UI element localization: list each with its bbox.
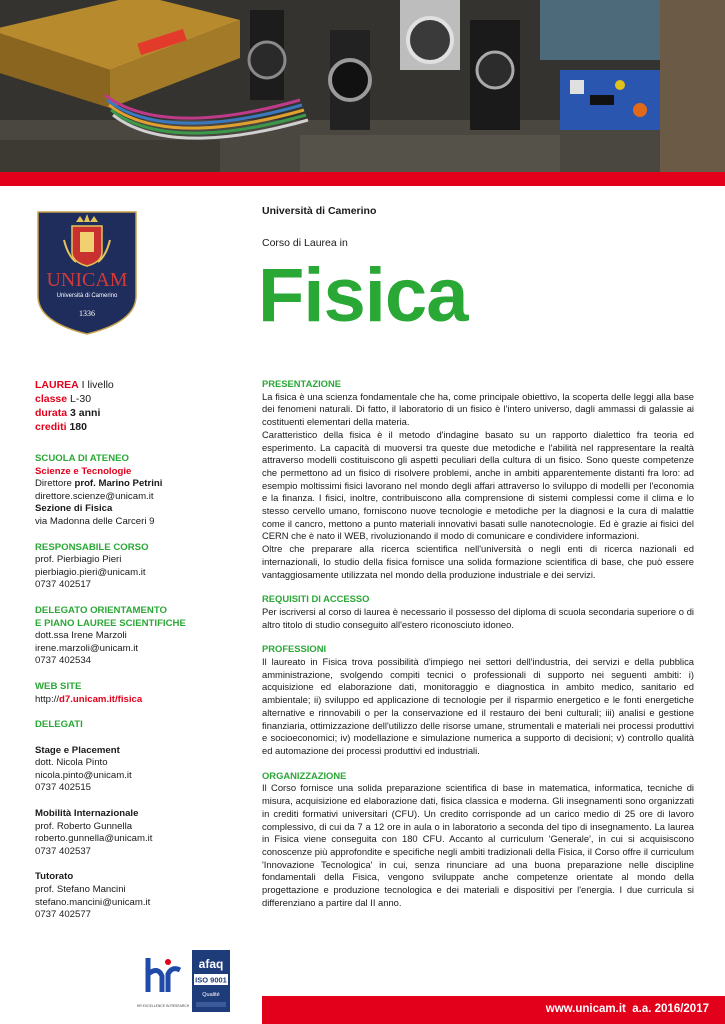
scuola-section: Sezione di Fisica	[35, 503, 113, 515]
requisiti-heading: REQUISITI DI ACCESSO	[262, 593, 370, 605]
delegato-name: dott. Nicola Pinto	[35, 757, 108, 769]
university-name: Università di Camerino	[262, 205, 377, 217]
delegato-role: Tutorato	[35, 871, 74, 883]
delegato-orientamento-heading-1: DELEGATO ORIENTAMENTO	[35, 604, 168, 616]
delegato-orientamento-name: dott.ssa Irene Marzoli	[35, 630, 127, 642]
crest-subtitle: Università di Camerino	[56, 293, 118, 299]
header-red-bar	[0, 172, 725, 186]
presentazione-paragraph: Oltre che preparare alla ricerca scientifica nell'università o negli enti di ricerca nazionali ed internazionali, lo studio della fisica fornisce una solida formazione scientifica di base, che può essere vantaggiosamente utilizzata nel mondo della produzione industriale e dei servizi.	[262, 543, 694, 580]
crest-name: UNICAM	[46, 269, 128, 291]
footer-website[interactable]: www.unicam.it	[545, 1003, 626, 1015]
presentazione-paragraph: Caratteristico della fisica è il metodo d'indagine basato su un rapporto dialettico fra teoria ed esperimento. La capacità di muoversi tra queste due metodiche e l'abilità nel rappresentare la realtà attraverso modelli costituiscono gli aspetti peculiari della cultura di un fisico. Sono queste competenze che permettono ad un fisico di risolvere problemi, anche in ambiti apparentemente distanti fra loro: ad esempio moltissimi fisici lavorano nel mondo degli affari attraverso lo sviluppo di modelli per l'economia e la finanza. I fisici, inoltre, contribuiscono alla comprensione di sistemi complessi come il clima e lo stesso cervello umano, forniscono nuove tecnologie e metodiche per la diagnosi e la cura di malattie come il cancro, mettono a punto materiali innovativi basati sulle nanotecnologie. Ed è grazie ai fisici del CERN che è nato il WEB, rivoluzionando il modo di comunicare e condividere informazioni.	[262, 428, 694, 542]
afaq-iso: ISO 9001	[195, 975, 227, 985]
professioni-paragraph: Il laureato in Fisica trova possibilità d'impiego nei settori dell'industria, dei servizi e della pubblica amministrazione, svolgendo compiti tecnici o professionali di supporto nei seguenti ambiti: i) acquisizione ed elaborazione dati, monitoraggio e diagnostica in ambito medico, sanitario ed ambientale; ii) sviluppo ed applicazione di tecnologie per il risparmio energetico e le fonti energetiche alternative e rinnovabili o per la conservazione ed il restauro dei beni culturali; iii) analisi e gestione finanziaria, ottimizzazione dell'utilizzo delle risorse umane, strumentali e materiali nei processi produttivi e socioeconomici; iv) modellazione e simulazione numerica a supporto di decisioni; v) controllo qualità ed automazione dei processi produttivi ed industriali.	[262, 656, 694, 756]
afaq-sub: Qualité	[202, 992, 220, 998]
delegato-orientamento-email[interactable]: irene.marzoli@unicam.it	[35, 642, 139, 654]
info-laurea: LAUREA I livello	[35, 379, 114, 391]
scuola-director: Direttore prof. Marino Petrini	[35, 478, 163, 490]
delegati-heading: DELEGATI	[35, 719, 83, 731]
hr-caption: HR EXCELLENCE IN RESEARCH	[136, 1004, 190, 1008]
presentazione-heading: PRESENTAZIONE	[262, 378, 341, 389]
website-link[interactable]: http://d7.unicam.it/fisica	[35, 693, 143, 705]
delegato-phone: 0737 402537	[35, 845, 92, 857]
afaq-iso-logo	[192, 950, 230, 1012]
scuola-heading: SCUOLA DI ATENEO	[35, 453, 129, 464]
crest-year: 1336	[79, 309, 95, 318]
delegato-phone: 0737 402515	[35, 782, 92, 794]
delegato-email[interactable]: stefano.mancini@unicam.it	[35, 896, 151, 908]
info-classe: classe L-30	[35, 393, 92, 405]
course-intro: Corso di Laurea in	[262, 237, 348, 249]
delegato-email[interactable]: roberto.gunnella@unicam.it	[35, 833, 153, 845]
unicam-crest-logo	[36, 210, 138, 336]
responsabile-heading: RESPONSABILE CORSO	[35, 541, 149, 553]
afaq-name: afaq	[198, 957, 224, 971]
left-column	[35, 378, 235, 922]
delegato-name: prof. Stefano Mancini	[35, 884, 126, 896]
delegato-role: Stage e Placement	[35, 744, 120, 756]
responsabile-email[interactable]: pierbiagio.pieri@unicam.it	[35, 566, 146, 578]
responsabile-name: prof. Pierbiagio Pieri	[35, 554, 122, 566]
organizzazione-heading: ORGANIZZAZIONE	[262, 769, 347, 781]
presentazione-paragraph: La fisica è una scienza fondamentale che ha, come principale obiettivo, la scoperta delle leggi alla base dei fenomeni naturali. Di fatto, il laboratorio di un fisico è l'intero universo, dagli ammassi di galassie ai costituenti elementari della materia.	[262, 390, 694, 428]
header-photo	[0, 0, 725, 172]
organizzazione-paragraph: Il Corso fornisce una solida preparazione scientifica di base in matematica, informatica, tecniche di misura, acquisizione ed elaborazione dati, fisica classica e moderna. Gli insegnamenti sono organizzati in crediti formativi universitari (CFU). Un credito corrisponde ad un carico medio di 25 ore di lavoro complessivo, di cui da 7 a 12 ore in aula o in laboratorio a seconda del tipo di insegnamento. La laurea in Fisica viene conseguita con 180 CFU. Accanto al curriculum 'Generale', in cui si acquisiscono conoscenze più approfondite e specifiche negli ambiti tradizionali della Fisica, il Corso offre il curriculum 'Innovazione Tecnologica' in cui, senza rinunciare ad una buona preparazione nelle discipline fondamentali della Fisica, vengono sviluppate anche competenze orientate al mondo della progettazione e produzione tecnologica e dei materiali e dispositivi per l'energia. I due curricula si differenziano a partire dal II anno.	[262, 782, 694, 908]
delegato-orientamento-heading-2: E PIANO LAUREE SCIENTIFICHE	[35, 617, 186, 629]
scuola-address: via Madonna delle Carceri 9	[35, 515, 155, 527]
requisiti-paragraph: Per iscriversi al corso di laurea è necessario il possesso del diploma di scuola secondaria superiore o di altro titolo di studio conseguito all'estero riconosciuto idoneo.	[262, 605, 694, 630]
delegato-email[interactable]: nicola.pinto@unicam.it	[35, 769, 132, 781]
info-durata: durata 3 anni	[35, 407, 101, 419]
delegato-orientamento-phone: 0737 402534	[35, 655, 92, 667]
professioni-heading: PROFESSIONI	[262, 643, 327, 655]
info-crediti: crediti 180	[35, 421, 87, 433]
website-heading: WEB SITE	[35, 680, 82, 692]
delegato-phone: 0737 402577	[35, 909, 92, 921]
footer-year: a.a. 2016/2017	[632, 1003, 709, 1015]
delegato-name: prof. Roberto Gunnella	[35, 820, 133, 832]
footer-text	[546, 1003, 709, 1015]
course-title: Fisica	[258, 253, 468, 338]
hr-excellence-logo	[136, 952, 190, 1012]
delegato-role: Mobilità Internazionale	[35, 808, 139, 820]
scuola-name: Scienze e Tecnologie	[35, 465, 132, 477]
footer-bar	[262, 996, 725, 1024]
scuola-director-email[interactable]: direttore.scienze@unicam.it	[35, 490, 154, 502]
right-column	[262, 378, 694, 909]
responsabile-phone: 0737 402517	[35, 579, 92, 591]
